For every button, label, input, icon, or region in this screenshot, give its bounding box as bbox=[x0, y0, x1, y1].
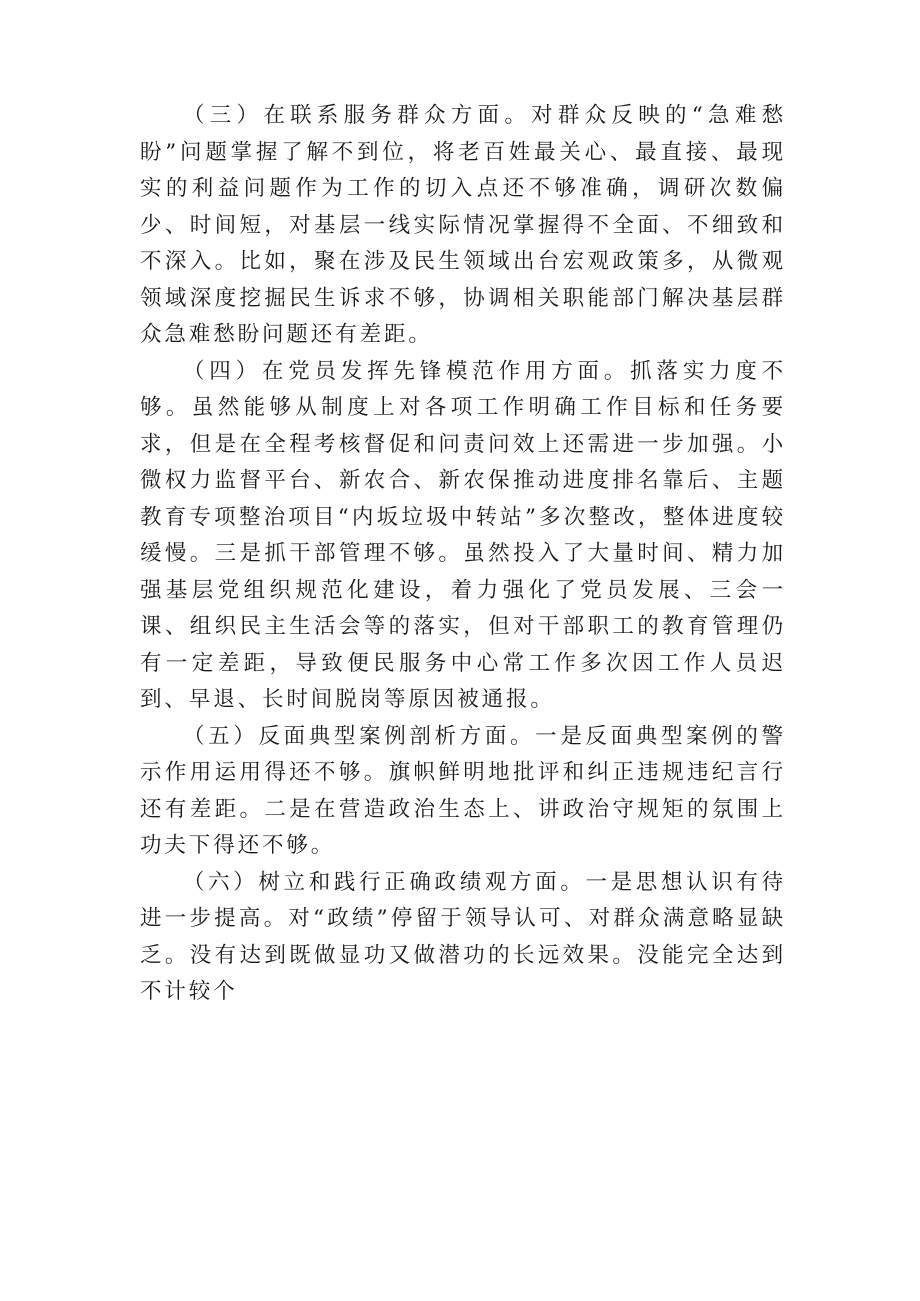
paragraph-section-5: （五）反面典型案例剖析方面。一是反面典型案例的警示作用运用得还不够。旗帜鲜明地批评和纠正违规违纪言行还有差距。二是在营造政治生态上、讲政治守规矩的氛围上功夫下得还不够。 bbox=[140, 723, 786, 858]
paragraph-section-6: （六）树立和践行正确政绩观方面。一是思想认识有待进一步提高。对“政绩”停留于领导认可、对群众满意略显缺乏。没有达到既做显功又做潜功的长远效果。没能完全达到不计较个 bbox=[140, 869, 786, 1004]
paragraph-section-4: （四）在党员发挥先锋模范作用方面。抓落实力度不够。虽然能够从制度上对各项工作明确工作目标和任务要求，但是在全程考核督促和问责问效上还需进一步加强。小微权力监督平台、新农合、新农保推动进度排名靠后、主题教育专项整治项目“内坂垃圾中转站”多次整改，整体进度较缓慢。三是抓干部管理不够。虽然投入了大量时间、精力加强基层党组织规范化建设，着力强化了党员发展、三会一课、组织民主生活会等的落实，但对干部职工的教育管理仍有一定差距，导致便民服务中心常工作多次因工作人员迟到、早退、长时间脱岗等原因被通报。 bbox=[140, 358, 786, 712]
paragraph-section-3: （三）在联系服务群众方面。对群众反映的“急难愁盼”问题掌握了解不到位，将老百姓最关心、最直接、最现实的利益问题作为工作的切入点还不够准确，调研次数偏少、时间短，对基层一线实际情况掌握得不全面、不细致和不深入。比如，聚在涉及民生领域出台宏观政策多，从微观领域深度挖掘民生诉求不够，协调相关职能部门解决基层群众急难愁盼问题还有差距。 bbox=[140, 103, 786, 347]
document-body bbox=[140, 98, 786, 1011]
